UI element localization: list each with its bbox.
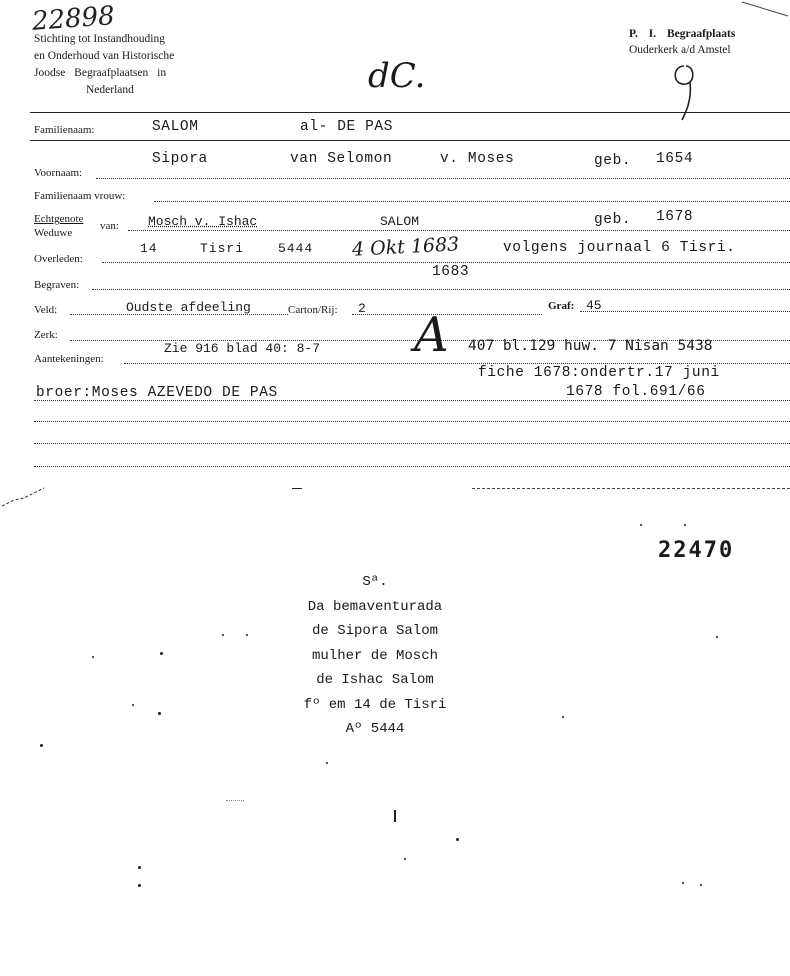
dust-speck	[326, 762, 328, 764]
given-name: Sipora	[152, 151, 208, 167]
label-van: van:	[100, 220, 119, 232]
spouse-name: Mosch v. Ishac	[148, 214, 258, 229]
died-day: 14	[140, 241, 158, 256]
label-carton: Carton/Rij:	[288, 304, 338, 316]
handwritten-mark-icon	[664, 60, 704, 130]
location-line-2: Ouderkerk a/d Amstel	[629, 44, 731, 56]
annotation-reference-3: fiche 1678:ondertr.17 juni	[478, 365, 720, 381]
card-edge-fragment	[292, 488, 302, 489]
annotation-reference-4: 1678 fol.691/66	[566, 384, 706, 400]
inscription-line-2: Da bemaventurada	[307, 598, 443, 615]
familienaam-divider	[30, 140, 790, 141]
born-year: 1654	[656, 151, 694, 167]
inscription-text	[285, 570, 465, 742]
label-echtgenote: Echtgenote	[34, 213, 84, 225]
grandfather-name: v. Moses	[440, 151, 515, 167]
inscription-line-5: de Ishac Salom	[316, 672, 434, 688]
handwritten-section-code: dC.	[368, 56, 426, 96]
died-gregorian-handwritten: 4 Okt 1683	[351, 233, 460, 261]
surname-primary: SALOM	[152, 119, 199, 135]
annotation-reference-1: Zie 916 blad 40: 8-7	[164, 341, 321, 356]
dust-speck	[132, 704, 134, 706]
spouse-surname: SALOM	[380, 214, 420, 229]
location-line-1: P. I. Begraafplaats	[629, 28, 736, 40]
corner-scratch-icon	[740, 0, 790, 20]
notes-line-2	[34, 421, 790, 422]
label-overleden: Overleden:	[34, 253, 83, 265]
dust-speck	[456, 838, 459, 841]
label-voornaam: Voornaam:	[34, 167, 83, 179]
label-aantekeningen: Aantekeningen:	[34, 353, 104, 365]
foundation-line-2: en Onderhoud van Historische	[34, 50, 175, 62]
label-graf: Graf:	[548, 300, 575, 312]
inscription-line-7: Aº 5444	[345, 721, 405, 737]
born-label: geb.	[594, 153, 632, 169]
label-familienaam-vrouw: Familienaam vrouw:	[34, 190, 126, 202]
dust-speck	[700, 884, 702, 886]
overleden-line	[102, 262, 790, 263]
stamp-number: 22470	[658, 538, 735, 563]
voornaam-line	[96, 178, 790, 179]
died-month: Tisri	[200, 241, 245, 256]
notes-line-4	[34, 466, 790, 467]
dust-speck	[246, 634, 248, 636]
dust-speck	[562, 716, 564, 718]
dust-speck	[716, 636, 718, 638]
spouse-born-label: geb.	[594, 212, 632, 228]
inscription-line-6: fº em 14 de Tisri	[303, 696, 447, 713]
grave-number: 45	[586, 298, 602, 313]
label-weduwe: Weduwe	[34, 227, 73, 239]
dust-speck	[138, 866, 141, 869]
faint-mark	[226, 800, 244, 801]
died-year: 5444	[278, 241, 314, 256]
died-journal-note: volgens journaal 6 Tisri.	[503, 240, 736, 256]
dust-speck	[138, 884, 141, 887]
annotation-handwritten-letter: A	[414, 307, 449, 363]
surname-secondary: al- DE PAS	[300, 119, 394, 135]
header-divider	[30, 112, 790, 113]
buried-year: 1683	[432, 264, 470, 280]
begraven-line	[92, 289, 790, 290]
row-number: 2	[358, 301, 366, 316]
dust-speck	[92, 656, 94, 658]
inscription-line-1: Sª.	[362, 574, 388, 590]
brother-note: broer:Moses AZEVEDO DE PAS	[36, 385, 278, 401]
aantekeningen-line	[124, 363, 790, 364]
foundation-line-1: Stichting tot Instandhouding	[34, 33, 165, 45]
foundation-line-3: Joodse Begraafplaatsen in	[34, 67, 167, 79]
dust-speck	[160, 652, 163, 655]
inscription-line-4: mulher de Mosch	[311, 647, 439, 664]
graf-line	[580, 311, 790, 312]
dust-speck	[682, 882, 684, 884]
dust-speck	[40, 744, 43, 747]
dust-speck	[158, 712, 161, 715]
notes-line-3	[34, 443, 790, 444]
foundation-line-4: Nederland	[86, 84, 134, 96]
label-familienaam: Familienaam:	[34, 124, 95, 136]
label-zerk: Zerk:	[34, 329, 58, 341]
field-name: Oudste afdeeling	[126, 300, 251, 315]
veld-line	[70, 314, 288, 315]
familienaam-vrouw-line	[154, 201, 790, 202]
cemetery-location	[629, 26, 735, 58]
annotation-reference-2: 407 bl.129 huw. 7 Nisan 5438	[468, 338, 713, 354]
edge-scratch-icon	[0, 486, 46, 510]
dust-speck	[684, 524, 686, 526]
spouse-born-year: 1678	[656, 209, 694, 225]
handwritten-card-number: 22898	[31, 1, 116, 37]
dust-speck	[640, 524, 642, 526]
father-name: van Selomon	[290, 151, 393, 167]
echtgenote-line	[128, 230, 790, 231]
label-veld: Veld:	[34, 304, 58, 316]
inscription-line-3: de Sipora Salom	[311, 623, 439, 639]
notes-line-1	[34, 400, 790, 401]
dust-speck	[222, 634, 224, 636]
label-begraven: Begraven:	[34, 279, 80, 291]
dust-speck	[404, 858, 406, 860]
ink-mark	[394, 810, 396, 822]
foundation-name	[34, 31, 174, 99]
card-bottom-edge	[472, 488, 790, 489]
